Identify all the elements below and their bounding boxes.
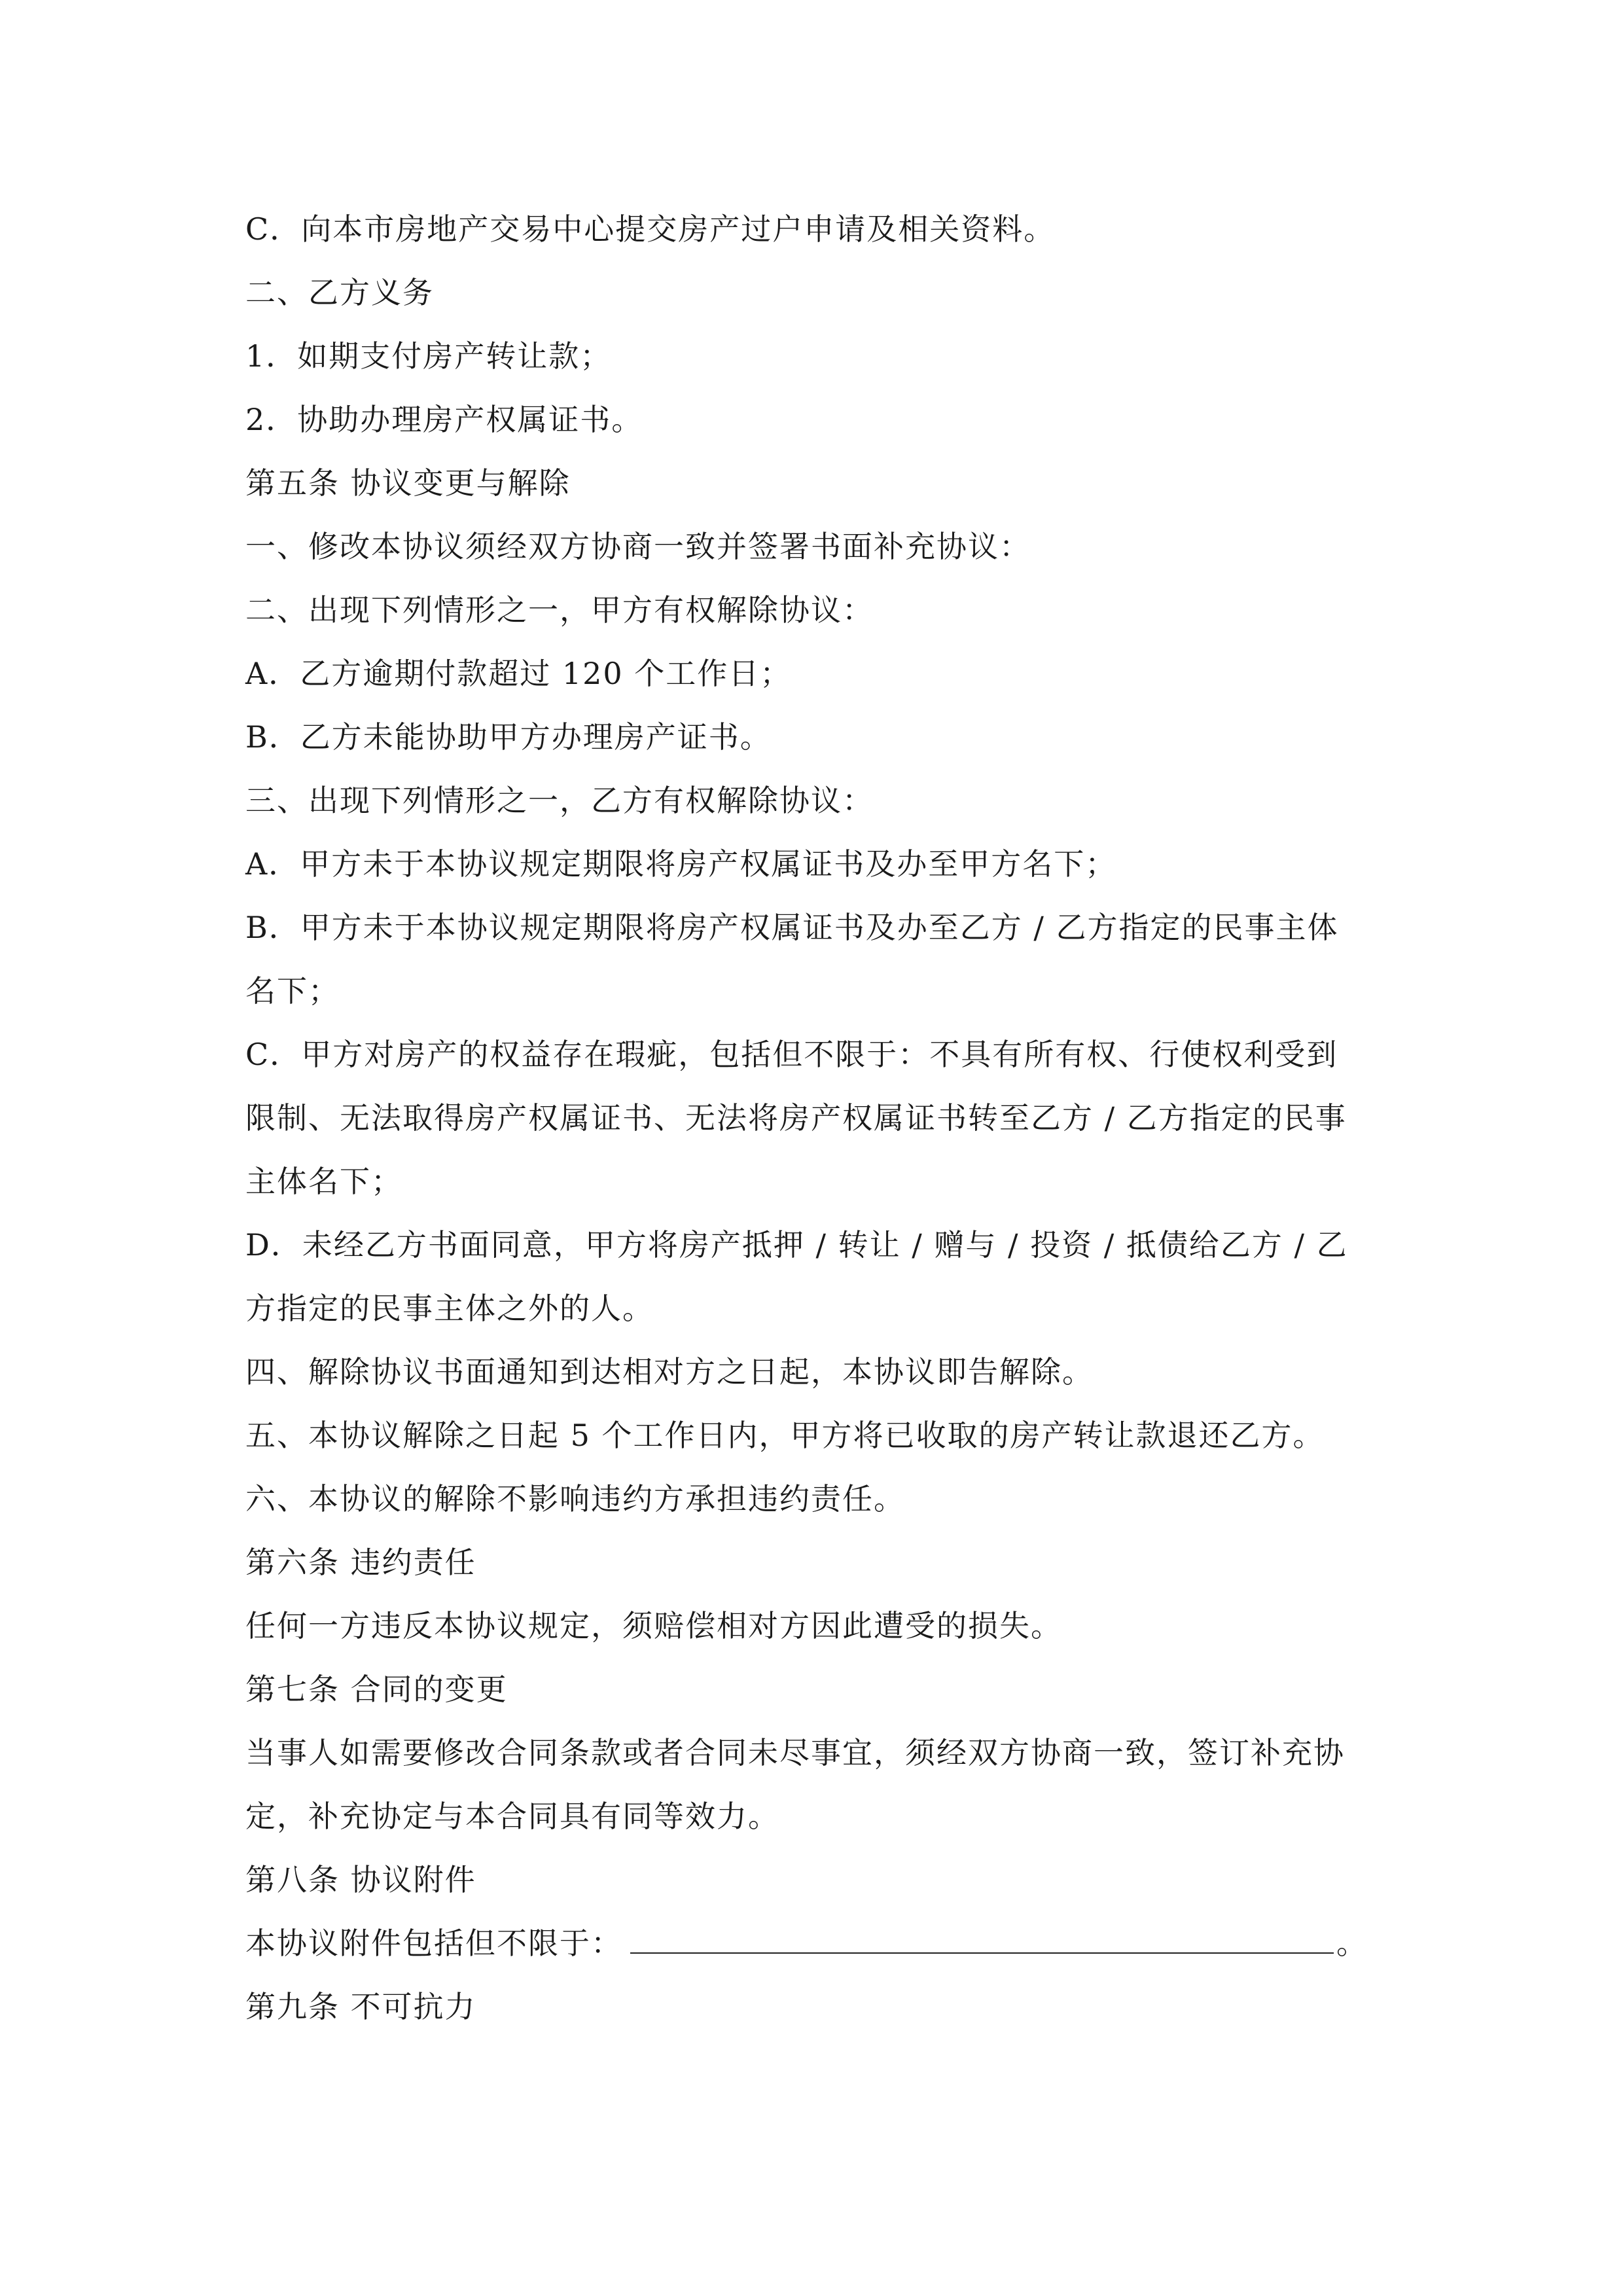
text-line: 主体名下； (245, 1164, 402, 1199)
text-line: 限制、无法取得房产权属证书、无法将房产权属证书转至乙方 / 乙方指定的民事 (245, 1100, 1347, 1136)
text-line: 任何一方违反本协议规定，须赔偿相对方因此遭受的损失。 (245, 1608, 1062, 1643)
text-line: B．甲方未于本协议规定期限将房产权属证书及办至乙方 / 乙方指定的民事主体 (245, 910, 1339, 945)
text-line: D．未经乙方书面同意，甲方将房产抵押 / 转让 / 赠与 / 投资 / 抵债给乙方 / 乙 (245, 1227, 1348, 1263)
attachment-blank-field[interactable] (630, 1926, 1334, 1954)
attachment-end: 。 (1336, 1926, 1368, 1961)
section-heading: 二、乙方义务 (245, 275, 434, 310)
text-line: 四、解除协议书面通知到达相对方之日起，本协议即告解除。 (245, 1354, 1094, 1390)
text-line: 2．协助办理房产权属证书。 (245, 402, 643, 437)
article-heading: 第八条 协议附件 (245, 1862, 476, 1897)
text-line: 二、出现下列情形之一，甲方有权解除协议： (245, 592, 874, 628)
article-heading: 第五条 协议变更与解除 (245, 465, 571, 501)
text-line: 1．如期支付房产转让款； (245, 338, 612, 374)
text-line: B．乙方未能协助甲方办理房产证书。 (245, 719, 772, 755)
attachment-line (245, 1924, 1368, 1963)
text-line: 方指定的民事主体之外的人。 (245, 1291, 654, 1326)
text-line: C．向本市房地产交易中心提交房产过户申请及相关资料。 (245, 211, 1056, 247)
text-line: A．乙方逾期付款超过 120 个工作日； (245, 656, 792, 691)
text-line: 五、本协议解除之日起 5 个工作日内，甲方将已收取的房产转让款退还乙方。 (245, 1418, 1325, 1453)
text-line: 六、本协议的解除不影响违约方承担违约责任。 (245, 1481, 905, 1516)
text-line: 三、出现下列情形之一，乙方有权解除协议： (245, 783, 874, 818)
text-line: 一、修改本协议须经双方协商一致并签署书面补充协议： (245, 529, 1031, 564)
article-heading: 第六条 违约责任 (245, 1545, 476, 1580)
text-line: C．甲方对房产的权益存在瑕疵，包括但不限于：不具有所有权、行使权利受到 (245, 1037, 1338, 1072)
article-heading: 第七条 合同的变更 (245, 1672, 508, 1707)
attachment-label: 本协议附件包括但不限于： (245, 1926, 622, 1961)
text-line: 当事人如需要修改合同条款或者合同未尽事宜，须经双方协商一致，签订补充协 (245, 1735, 1345, 1770)
text-line: 定，补充协定与本合同具有同等效力。 (245, 1799, 779, 1834)
article-heading: 第九条 不可抗力 (245, 1989, 476, 2024)
text-line: 名下； (245, 973, 340, 1009)
text-line: A．甲方未于本协议规定期限将房产权属证书及办至甲方名下； (245, 846, 1117, 882)
